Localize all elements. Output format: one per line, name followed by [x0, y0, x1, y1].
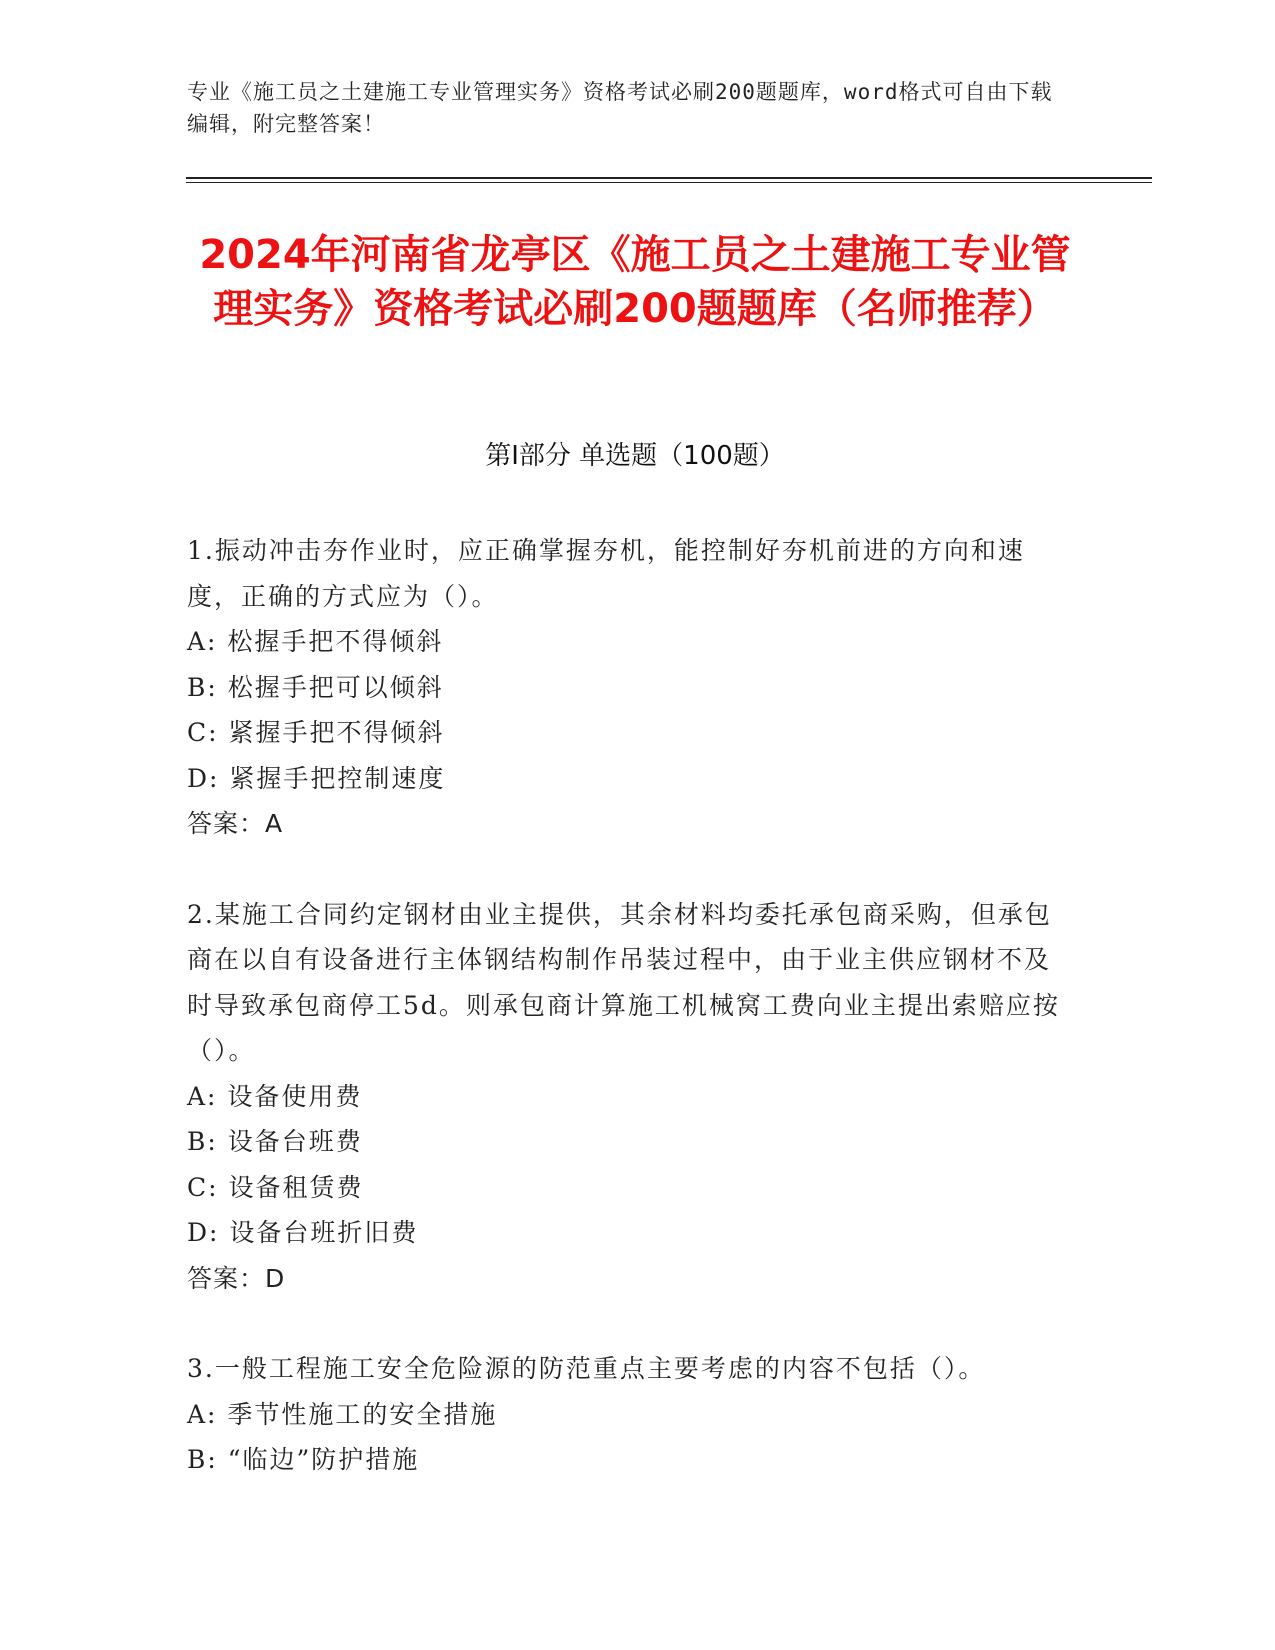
option-a: A: 季节性施工的安全措施 — [187, 1399, 498, 1429]
answer: 答案：D — [187, 1263, 286, 1293]
question-1 — [187, 528, 1067, 847]
option-b: B: 设备台班费 — [187, 1127, 363, 1156]
option-b: B: 松握手把可以倾斜 — [187, 672, 444, 702]
option-d: D: 设备台班折旧费 — [187, 1218, 419, 1247]
option-b: B: “临边”防护措施 — [187, 1445, 420, 1474]
option-d: D: 紧握手把控制速度 — [187, 763, 446, 793]
answer: 答案：A — [187, 809, 284, 838]
document-title: 2024年河南省龙亭区《施工员之土建施工专业管理实务》资格考试必刷200题题库（名师推荐） — [199, 232, 1071, 332]
question-list — [187, 528, 1067, 1483]
question-2 — [187, 892, 1067, 1302]
question-stem: 2.某施工合同约定钢材由业主提供，其余材料均委托承包商采购，但承包商在以自有设备进行主体钢结构制作吊装过程中，由于业主供应钢材不及时导致承包商停工5d。则承包商计算施工机械窝工费向业主提出索赔应按（）。 — [187, 899, 1060, 1065]
option-c: C: 紧握手把不得倾斜 — [187, 718, 445, 747]
section-title: 第Ⅰ部分 单选题（100题） — [485, 441, 785, 471]
header-divider-thick — [186, 177, 1152, 179]
question-3 — [187, 1346, 1067, 1483]
option-a: A: 设备使用费 — [187, 1081, 363, 1111]
question-stem: 1.振动冲击夯作业时，应正确掌握夯机，能控制好夯机前进的方向和速度，正确的方式应为（）。 — [187, 536, 1025, 611]
header-divider-thin — [186, 182, 1152, 183]
option-a: A: 松握手把不得倾斜 — [187, 627, 444, 656]
option-c: C: 设备租赁费 — [187, 1172, 364, 1202]
header-note: 专业《施工员之土建施工专业管理实务》资格考试必刷200题题库，word格式可自由下载编辑，附完整答案！ — [187, 80, 1053, 136]
question-stem: 3.一般工程施工安全危险源的防范重点主要考虑的内容不包括（）。 — [187, 1354, 986, 1383]
